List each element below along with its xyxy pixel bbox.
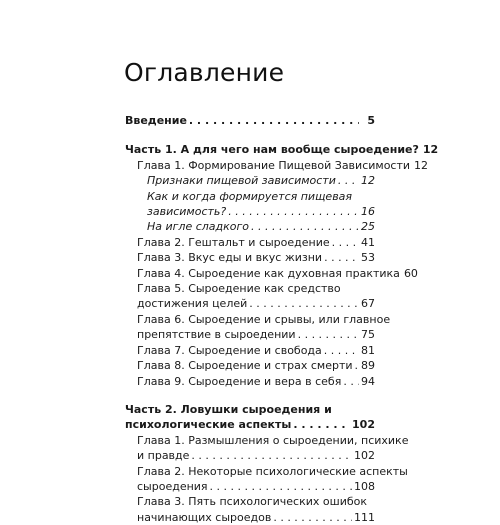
toc-entry-p2ch2-line1: Глава 2. Некоторые психологические аспекты — [137, 464, 408, 478]
toc-entry-page: 111 — [354, 510, 375, 524]
toc-entry-page: 5 — [367, 114, 375, 127]
toc-entry-title: Глава 7. Сыроедение и свобода — [137, 343, 322, 357]
page-title: Оглавление — [124, 58, 285, 87]
toc-entry-page: 108 — [354, 479, 375, 493]
toc-entry-part2 — [125, 417, 375, 432]
toc-entry-p2ch3 — [125, 510, 375, 525]
toc-entry-page: 75 — [361, 328, 375, 342]
toc-entry-p2ch2 — [125, 479, 375, 494]
toc-entry-title: препятствие в сыроедении — [137, 328, 296, 342]
toc-entry-title: Глава 8. Сыроедение и страх смерти — [137, 359, 353, 373]
toc-entry-page: 16 — [361, 205, 375, 219]
toc-entry-ch7 — [125, 343, 375, 358]
toc-entry-title: и правде — [137, 449, 190, 463]
toc-entry-sub2-line1: Как и когда формируется пищевая — [147, 189, 353, 203]
toc-entry-page: 12 — [361, 174, 375, 188]
toc-entry-part1 — [125, 142, 439, 157]
leader-dots — [251, 219, 359, 234]
toc-entry-page: 12 — [422, 143, 439, 157]
toc-entry-title: Глава 4. Сыроедение как духовная практика — [137, 266, 400, 280]
toc-entry-page: 81 — [361, 343, 375, 357]
toc-entry-sub2 — [125, 204, 375, 219]
toc-entry-title: Глава 2. Гештальт и сыроедение — [137, 235, 330, 249]
toc-entry-page: 67 — [361, 297, 375, 311]
toc-entry-ch8 — [125, 358, 375, 373]
toc-entry-ch5 — [125, 296, 375, 311]
leader-dots — [228, 204, 359, 219]
toc-entry-ch2 — [125, 235, 375, 250]
toc-entry-ch9 — [125, 374, 375, 389]
leader-dots — [273, 510, 352, 525]
toc-entry-title: начинающих сыроедов — [137, 510, 272, 524]
toc-entry-intro — [125, 113, 375, 128]
toc-entry-page: 60 — [403, 266, 418, 280]
toc-entry-title: Введение — [125, 114, 187, 127]
leader-dots — [249, 296, 359, 311]
toc-entry-title: сыроедения — [137, 479, 208, 493]
leader-dots — [191, 448, 352, 463]
toc-entry-page: 53 — [361, 251, 375, 265]
leader-dots — [210, 479, 352, 494]
toc-entry-title: Глава 9. Сыроедение и вера в себя — [137, 374, 342, 388]
toc-entry-page: 102 — [354, 449, 375, 463]
toc-entry-title: Признаки пищевой зависимости — [147, 174, 336, 188]
toc-entry-ch4 — [125, 266, 418, 281]
toc-entry-p2ch1-line1: Глава 1. Размышления о сыроедении, психике — [137, 433, 409, 447]
toc-entry-ch1 — [125, 158, 429, 173]
toc-entry-page: 89 — [361, 359, 375, 373]
toc-entry-title: Глава 3. Вкус еды и вкус жизни — [137, 251, 323, 265]
leader-dots — [293, 417, 350, 432]
leader-dots — [343, 374, 359, 389]
toc-entry-ch6 — [125, 327, 375, 342]
leader-dots — [298, 327, 359, 342]
leader-dots — [189, 113, 359, 128]
toc-entry-title: зависимость? — [147, 205, 227, 219]
leader-dots — [324, 250, 359, 265]
leader-dots — [324, 343, 359, 358]
toc-entry-p2ch3-line1: Глава 3. Пять психологических ошибок — [137, 495, 368, 509]
toc-entry-page: 94 — [361, 374, 375, 388]
toc-entry-page: 12 — [414, 158, 429, 172]
leader-dots — [338, 173, 359, 188]
toc-entry-title: Глава 1. Формирование Пищевой Зависимости — [137, 158, 411, 172]
toc-entry-title: достижения целей — [137, 297, 248, 311]
table-of-contents — [125, 113, 439, 525]
toc-entry-sub1 — [125, 173, 375, 188]
toc-entry-ch5-line1: Глава 5. Сыроедение как средство — [137, 282, 341, 296]
leader-dots — [355, 358, 360, 373]
toc-entry-page: 102 — [352, 418, 375, 432]
toc-entry-p2ch1 — [125, 448, 375, 463]
toc-entry-page: 41 — [361, 235, 375, 249]
toc-entry-sub3 — [125, 219, 375, 234]
toc-entry-ch6-line1: Глава 6. Сыроедение и срывы, или главное — [137, 312, 391, 326]
leader-dots — [332, 235, 359, 250]
toc-entry-title: Часть 1. А для чего нам вообще сыроедение? — [125, 143, 419, 157]
toc-entry-part2-line1: Часть 2. Ловушки сыроедения и — [125, 402, 332, 416]
toc-entry-title: На игле сладкого — [147, 220, 250, 234]
toc-entry-title: психологические аспекты — [125, 418, 292, 432]
toc-entry-ch3 — [125, 250, 375, 265]
toc-entry-page: 25 — [361, 220, 375, 234]
